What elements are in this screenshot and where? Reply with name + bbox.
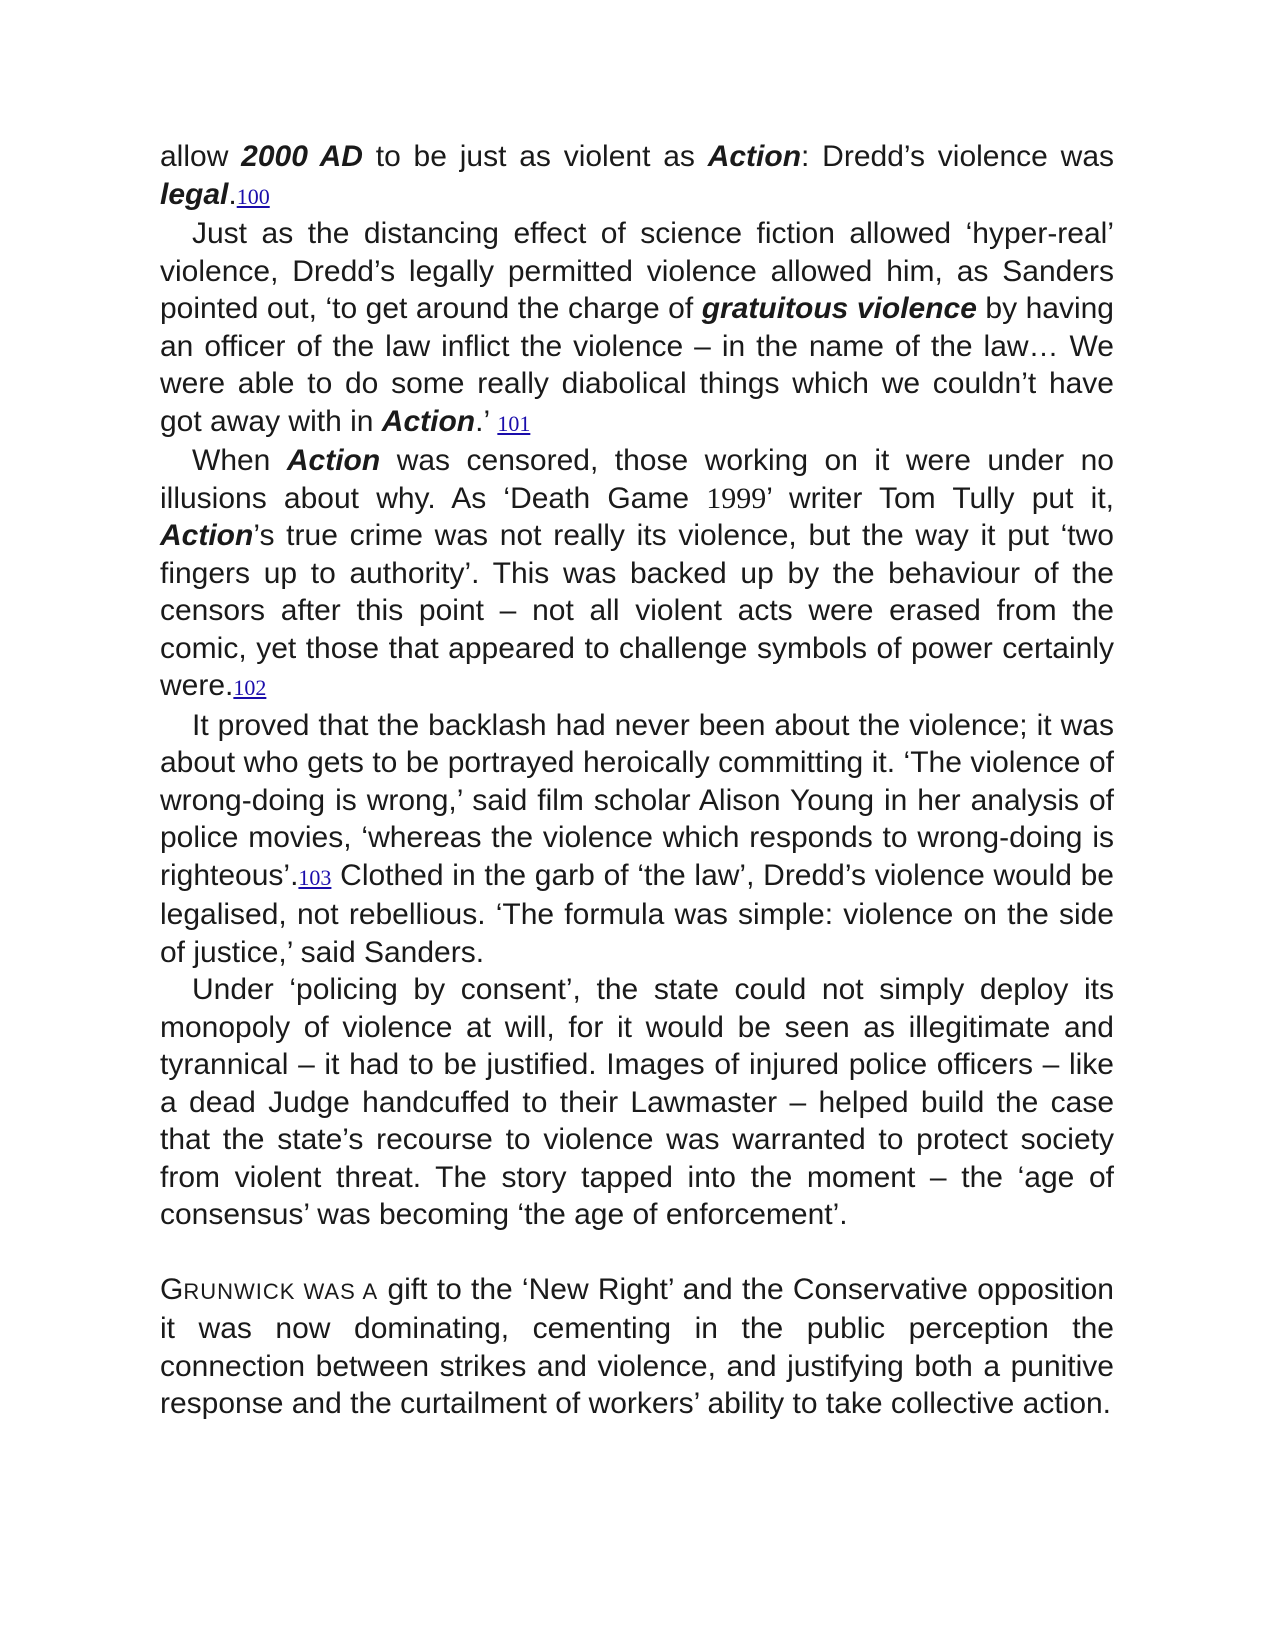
text: ’s true crime was not really its violence, but the way it put ‘two fingers up to authority’. This was backed up by the behaviour of the censors after this point – not all violent acts were erased from the comic, yet those that appeared to challenge symbols of power certainly were.	[160, 519, 1114, 702]
footnote-link-103[interactable]: 103	[298, 864, 332, 890]
text: Clothed in the garb of ‘the law’, Dredd’s violence would be legalised, not rebellious. ‘The formula was simple: violence on the side of justice,’ said Sanders.	[160, 858, 1114, 969]
paragraph-5	[160, 971, 1114, 1234]
small-caps-lead: RUNWICK WAS A	[183, 1278, 379, 1304]
paragraph-2	[160, 215, 1114, 442]
text: : Dredd’s violence was	[801, 140, 1115, 173]
paragraph-6	[160, 1271, 1114, 1423]
text: was censored, those working on it were under no illusions about why. As ‘Death Game	[160, 444, 1114, 515]
text: It proved that the backlash had never been about the violence; it was about who gets to be portrayed heroically committing it. ‘The violence of wrong-doing is wrong,’ said film scholar Alison Young in her analysis of police movies, ‘whereas the violence which responds to wrong-doing is righteous’.	[160, 708, 1114, 892]
paragraph-4	[160, 707, 1114, 972]
text: allow	[160, 140, 242, 173]
title-emphasis: Action	[160, 519, 254, 552]
text: .’	[475, 404, 498, 438]
paragraph-1	[160, 138, 1114, 215]
emphasis: gratuitous violence	[701, 292, 977, 325]
title-emphasis: Action	[707, 140, 802, 173]
text: Just as the distancing effect of science fiction allowed ‘hyper-real’ violence, Dredd’s legally permitted violence allowed him, as Sanders pointed out, ‘to get around the charge of	[160, 217, 1114, 325]
text: When	[192, 444, 287, 477]
text: .	[228, 177, 237, 211]
title-emphasis: 2000 AD	[241, 140, 363, 173]
emphasis: legal	[160, 177, 229, 211]
text: Under ‘policing by consent’, the state could not simply deploy its monopoly of violence at will, for it would be seen as illegitimate and tyrannical – it had to be justified. Images of injured police officers – like a dead Judge handcuffed to their Lawmaster – helped build the case that the state’s recourse to violence was warranted to protect society from violent threat. The story tapped into the moment – the ‘age of consensus’ was becoming ‘the age of enforcement’.	[160, 973, 1114, 1231]
footnote-link-100[interactable]: 100	[236, 183, 270, 209]
text: gift to the ‘New Right’ and the Conservative opposition it was now dominating, cementing in the public perception the connection between strikes and violence, and justifying both a punitive response and the curtailment of workers’ ability to take collective action.	[160, 1272, 1114, 1420]
page-body	[160, 138, 1114, 1423]
title-emphasis: Action	[286, 444, 381, 477]
footnote-link-101[interactable]: 101	[497, 410, 531, 436]
paragraph-3	[160, 442, 1114, 707]
year: 1999	[706, 481, 767, 515]
text: ’ writer Tom Tully put it,	[766, 481, 1114, 515]
text: by having an officer of the law inflict the violence – in the name of the law… We were able to do some really diabolical things which we couldn’t have got away with in	[160, 292, 1114, 438]
text: to be just as violent as	[362, 140, 708, 173]
section-initial: G	[160, 1272, 184, 1306]
footnote-link-102[interactable]: 102	[233, 675, 267, 700]
title-emphasis: Action	[381, 404, 476, 438]
